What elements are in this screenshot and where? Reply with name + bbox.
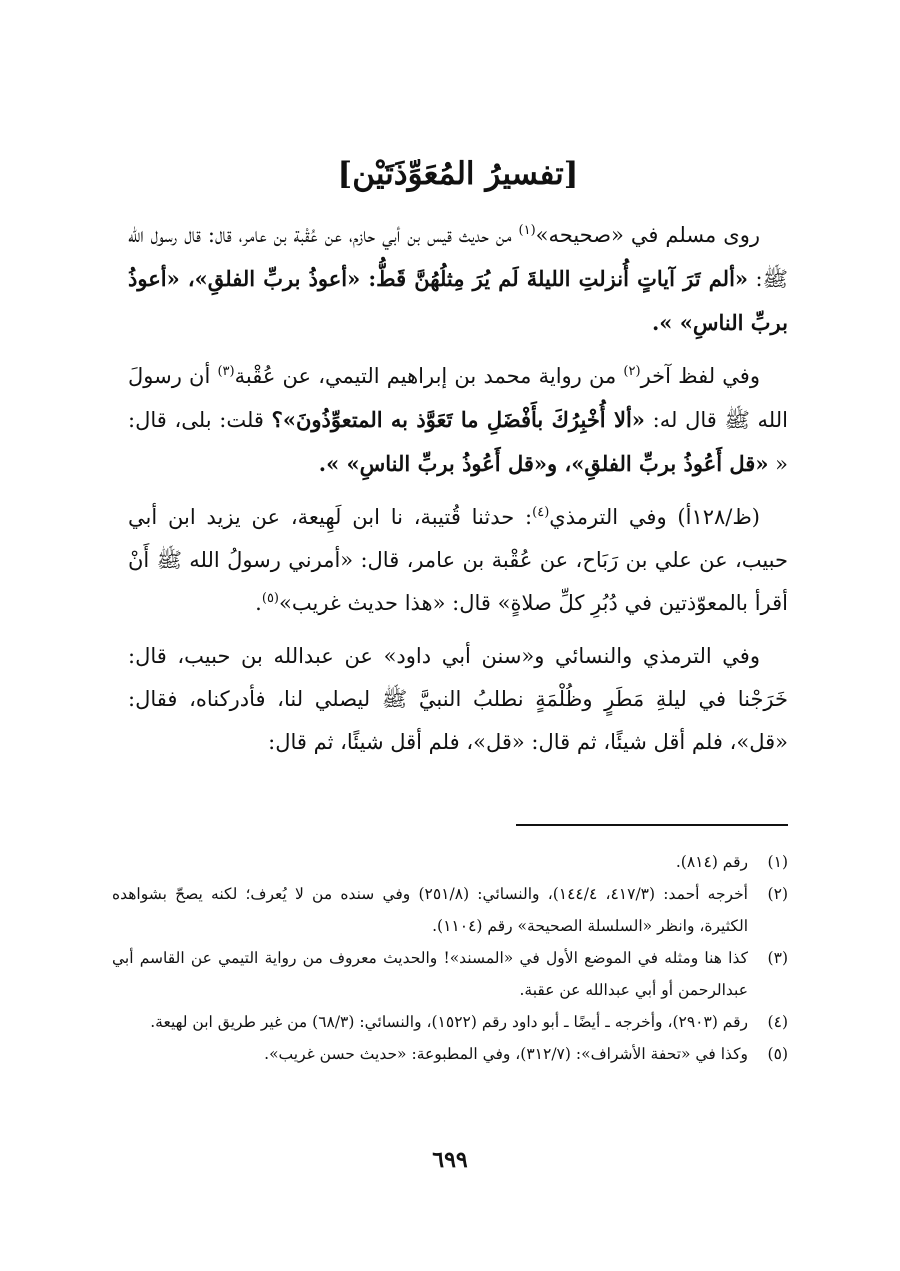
footnote-ref-4[interactable]: (٤) [532, 505, 550, 520]
footnote-ref-5[interactable]: (٥) [261, 591, 279, 606]
footnote-text: كذا هنا ومثله في الموضع الأول في «المسند»! والحديث معروف من رواية التيمي عن القاسم أبي عبدالرحمن أو أبي عبدالله عن عقبة. [112, 949, 748, 999]
p2-text3: قلت: بلى، قال: « [128, 408, 788, 476]
p3-text2: . [255, 591, 262, 615]
footnote-number: (١) [767, 853, 788, 871]
footnote-text: رقم (٨١٤). [675, 853, 748, 871]
footnote-text: رقم (٢٩٠٣)، وأخرجه ـ أيضًا ـ أبو داود رقم (١٥٢٢)، والنسائي: (٦٨/٣) من غير طريق ابن لهيعة. [150, 1013, 748, 1031]
footnote-ref-1[interactable]: (١) [518, 223, 536, 238]
footnote-text: أخرجه أحمد: (٤١٧/٣، ١٤٤/٤)، والنسائي: (٢٥١/٨) وفي سنده من لا يُعرف؛ لكنه يصحّ بشواهده الكثيرة، وانظر «السلسلة الصحيحة» رقم (١١٠٤). [112, 885, 748, 935]
footnote-number: (٢) [767, 885, 788, 903]
p1-text: من حديث قيس بن أبي حازم، عن عُقْبة بن عامر، قال: قال رسول الله ﷺ: [128, 223, 788, 291]
footnote-4 [112, 1006, 788, 1038]
p2-text2: أن رسولَ الله ﷺ قال له: [128, 364, 788, 432]
paragraph-3 [128, 496, 788, 625]
footnote-ref-3[interactable]: (٣) [217, 364, 235, 379]
footnote-ref-2[interactable]: (٢) [623, 364, 641, 379]
footnote-text: وكذا في «تحفة الأشراف»: (٣١٢/٧)، وفي المطبوعة: «حديث حسن غريب». [264, 1045, 748, 1063]
footnote-number: (٥) [767, 1045, 788, 1063]
p2-text: من رواية محمد بن إبراهيم التيمي، عن عُقْبة [234, 364, 624, 388]
p3-lead: (ظ/١٢٨أ) وفي الترمذي [549, 505, 760, 529]
footnote-5 [112, 1038, 788, 1070]
footnote-number: (٣) [767, 949, 788, 967]
footnote-3 [112, 942, 788, 1006]
p2-quote: «ألا أُخْبِرُكَ بأَفْضَلِ ما تَعَوَّذ به المتعوِّذُونَ»؟ [271, 407, 645, 432]
page-number: ٦٩٩ [432, 1147, 468, 1173]
paragraph-1 [128, 214, 788, 345]
p4-text: وفي الترمذي والنسائي و«سنن أبي داود» عن عبدالله بن حبيب، قال: خَرَجْنا في ليلةِ مَطَرٍ وظُلْمَةٍ نطلبُ النبيَّ ﷺ ليصلي لنا، فأدركناه، فقال: «قل»، فلم أقل شيئًا، ثم قال: «قل»، فلم أقل شيئًا، ثم قال: [128, 644, 788, 754]
footnote-divider [516, 824, 788, 826]
page-body [128, 150, 788, 774]
paragraph-4 [128, 635, 788, 764]
paragraph-2 [128, 355, 788, 486]
footnote-1 [112, 846, 788, 878]
section-title: [تفسيرُ المُعَوِّذَتَيْن] [337, 156, 579, 192]
footnotes [112, 846, 788, 1070]
footnote-2 [112, 878, 788, 942]
footnote-number: (٤) [767, 1013, 788, 1031]
p3-text: : حدثنا قُتيبة، نا ابن لَهِيعة، عن يزيد ابن أبي حبيب، عن علي بن رَبَاح، عن عُقْبة بن عامر، قال: «أمرني رسولُ الله ﷺ أَنْ أقرأ بالمعوّذتين في دُبُرِ كلِّ صلاةٍ» قال: «هذا حديث غريب» [128, 505, 788, 615]
p2-lead: وفي لفظ آخر [640, 364, 760, 388]
p1-quote: «ألم تَرَ آياتٍ أُنزلتِ الليلةَ لَم يُرَ مِثلُهُنَّ قَطُّ: «أعوذُ بربِّ الفلقِ»، «أعوذُ بربِّ الناسِ» ». [128, 266, 788, 335]
p1-lead: روى مسلم في «صحيحه» [535, 223, 760, 247]
p2-quote2: «قل أَعُوذُ بربِّ الفلقِ»، و«قل أَعُوذُ بربِّ الناسِ» ». [318, 451, 769, 476]
